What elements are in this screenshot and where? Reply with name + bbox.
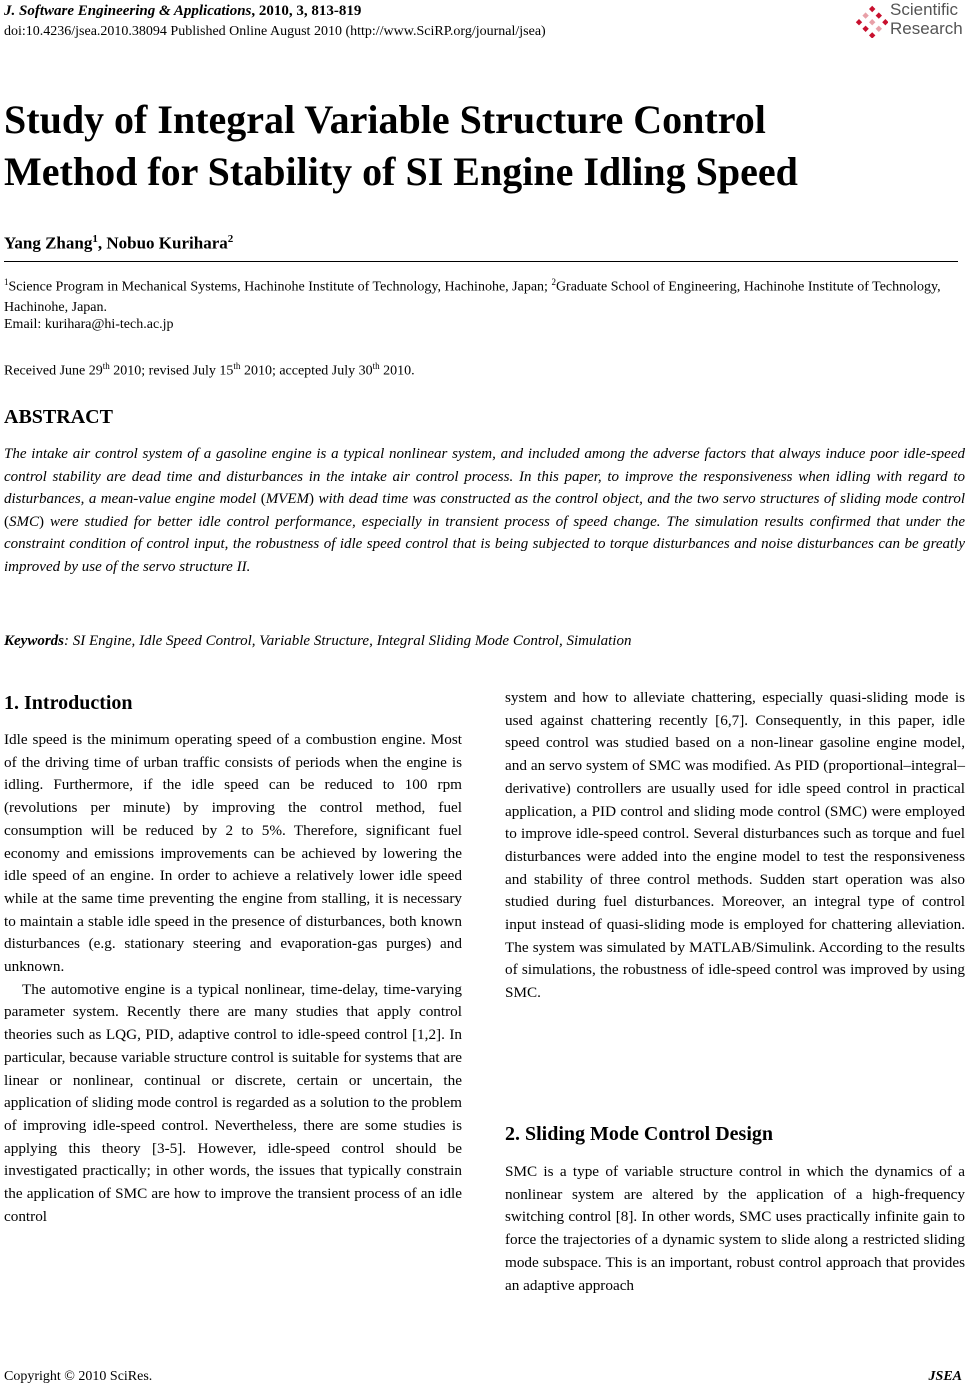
section-heading-introduction: 1. Introduction <box>4 692 133 714</box>
author-separator: , <box>97 233 107 253</box>
affil-sup-1: 1 <box>4 277 9 287</box>
logo-diamond <box>862 26 868 32</box>
logo-diamond <box>876 12 882 18</box>
abstract-text-3: were studied for better idle control performance, especially in transient process of speed change. The simulation results confirmed that under the constraint condition of control input, the robustness of idle speed control that is being subjected to torque disturbances and noise disturbances can be greatly improved by use of the servo structure II. <box>4 513 965 575</box>
affil-text-2: Graduate School of Engineering, Hachinohe Institute of Technology, Hachinohe, Japan. <box>4 279 941 315</box>
author-1: Yang Zhang <box>4 233 93 253</box>
logo-diamond <box>869 19 875 25</box>
author-list <box>4 228 233 255</box>
abstract-heading: ABSTRACT <box>4 406 113 428</box>
title-line-1: Study of Integral Variable Structure Control <box>4 97 766 142</box>
header-divider <box>4 261 958 262</box>
affil-sup-2: 2 <box>551 277 556 287</box>
author-2: Nobuo Kurihara <box>106 233 228 253</box>
logo-text-line2: Research <box>890 19 963 38</box>
right-column <box>505 687 965 1005</box>
received-sup: th <box>102 361 110 371</box>
contact-email: Email: kurihara@hi-tech.ac.jp <box>4 317 174 332</box>
journal-volume: , 2010, 3, 813-819 <box>251 3 362 19</box>
abstract-mvem: MVEM <box>265 491 310 508</box>
abstract-paren-close-1: ) <box>309 491 315 508</box>
logo-diamond <box>876 26 882 32</box>
received-text: Received June 29 <box>4 363 103 379</box>
abstract-body <box>4 443 965 579</box>
smc-paragraph-1: SMC is a type of variable structure control in which the dynamics of a nonlinear system are altered by the application of a high-frequency switching control [8]. In other words, SMC uses practically infinite gain to force the trajectories of a dynamic system to slide along a restricted sliding mode subspace. This is an important, robust control approach that provides an adaptive approach <box>505 1163 965 1294</box>
abstract-paren-open-1: ( <box>260 491 266 508</box>
keywords-label: Keywords <box>4 633 64 649</box>
revised-text: 2010; revised July 15 <box>109 363 234 379</box>
logo-diamond <box>869 6 875 12</box>
doi-line: doi:10.4236/jsea.2010.38094 Published Online August 2010 (http://www.SciRP.org/journal/jsea) <box>4 24 546 39</box>
logo-text-line1: Scientific <box>890 0 959 19</box>
accepted-year: 2010. <box>379 363 415 379</box>
intro-paragraph-3: system and how to alleviate chattering, especially quasi-sliding mode is used against chattering recently [6,7]. Consequently, in this paper, idle speed control was studied based on a non-linear gasoline engine model, and an servo system of SMC was modified. As PID (proportional–integral–derivative) controllers are usually used for idle speed control in practical application, a PID control and sliding mode control (SMC) were employed to improve idle-speed control. Several disturbances such as torque and fuel disturbances were added into the engine model to test the responsiveness and stability of three control methods. Sudden start operation was also studied during fuel disturbances. Moreover, an integral type of control input instead of quasi-sliding mode is employed for chattering alleviation. The system was simulated by MATLAB/Simulink. According to the results of simulations, the robustness of idle-speed control was improved by using SMC. <box>505 689 965 1002</box>
right-column-lower <box>505 1161 965 1297</box>
intro-paragraph-2: The automotive engine is a typical nonlinear, time-delay, time-varying parameter system. Recently there are many studies that apply control theories such as LQG, PID, adaptive control to idle-speed control [1,2]. In particular, because variable structure control is suitable for systems that are linear or nonlinear, continual or discrete, certain or uncertain, the application of sliding mode control is regarded as a solution to the problem of improving idle-speed control. Nevertheless, there are some studies is applying this theory [3-5]. However, idle-speed control should be investigated practically; in other words, the issues that typically constrain the application of SMC are how to improve the transient process of an idle control <box>4 980 462 1225</box>
logo-diamond <box>862 12 868 18</box>
logo-diamond <box>869 32 875 38</box>
logo-diamond <box>882 19 888 25</box>
journal-name: J. Software Engineering & Applications <box>4 3 252 19</box>
keywords-colon: : <box>64 633 73 649</box>
abstract-paren-close-2: ) <box>39 513 44 530</box>
title-line-2: Method for Stability of SI Engine Idling Speed <box>4 149 798 194</box>
abstract-smc: SMC <box>9 513 39 530</box>
scientific-research-logo <box>852 0 966 42</box>
journal-citation <box>4 2 361 21</box>
logo-mark-icon <box>852 2 888 38</box>
paper-title <box>4 94 944 198</box>
abstract-text-1: The intake air control system of a gasoline engine is a typical nonlinear system, and included among the adverse factors that always induce poor idle-speed control stability are dead time and disturbances in the intake air control process. In this paper, to improve the responsiveness when idling with regard to disturbances, a mean-value engine model <box>4 446 965 508</box>
keywords <box>4 630 631 652</box>
logo-diamond <box>856 19 862 25</box>
left-column <box>4 729 462 1228</box>
logo-text <box>890 0 963 38</box>
affil-text-1: Science Program in Mechanical Systems, Hachinohe Institute of Technology, Hachinohe, Japan; <box>8 279 552 295</box>
author-1-sup: 1 <box>92 233 98 245</box>
intro-paragraph-1: Idle speed is the minimum operating speed of a combustion engine. Most of the driving time of urban traffic consists of periods when the engine is idling. Furthermore, if the idle speed can be reduced to 100 rpm (revolutions per minute) by improving the control method, fuel consumption will be reduced by 2 to 5%. Therefore, significant fuel economy and emissions improvements can be achieved by lowering the idle speed of an engine. In order to achieve a relatively lower idle speed while at the same time preventing the engine from stalling, it is necessary to maintain a stable idle speed in the presence of disturbances, both known disturbances (e.g. stationary steering and evaporation-gas purges) and unknown. <box>4 731 462 976</box>
footer-copyright: Copyright © 2010 SciRes. <box>4 1369 153 1384</box>
accepted-text: 2010; accepted July 30 <box>240 363 373 379</box>
revised-sup: th <box>233 361 241 371</box>
author-2-sup: 2 <box>227 233 234 245</box>
abstract-text-2: with dead time was constructed as the control object, and the two servo structures of sliding mode control <box>314 491 965 508</box>
affiliations <box>4 272 962 318</box>
keywords-text: SI Engine, Idle Speed Control, Variable Structure, Integral Sliding Mode Control, Simulation <box>72 633 632 649</box>
abstract-paren-open-2: ( <box>4 513 9 530</box>
footer-journal-abbr: JSEA <box>928 1369 962 1384</box>
section-heading-smc-design: 2. Sliding Mode Control Design <box>505 1123 773 1145</box>
received-dates <box>4 356 415 382</box>
accepted-sup: th <box>372 361 380 371</box>
